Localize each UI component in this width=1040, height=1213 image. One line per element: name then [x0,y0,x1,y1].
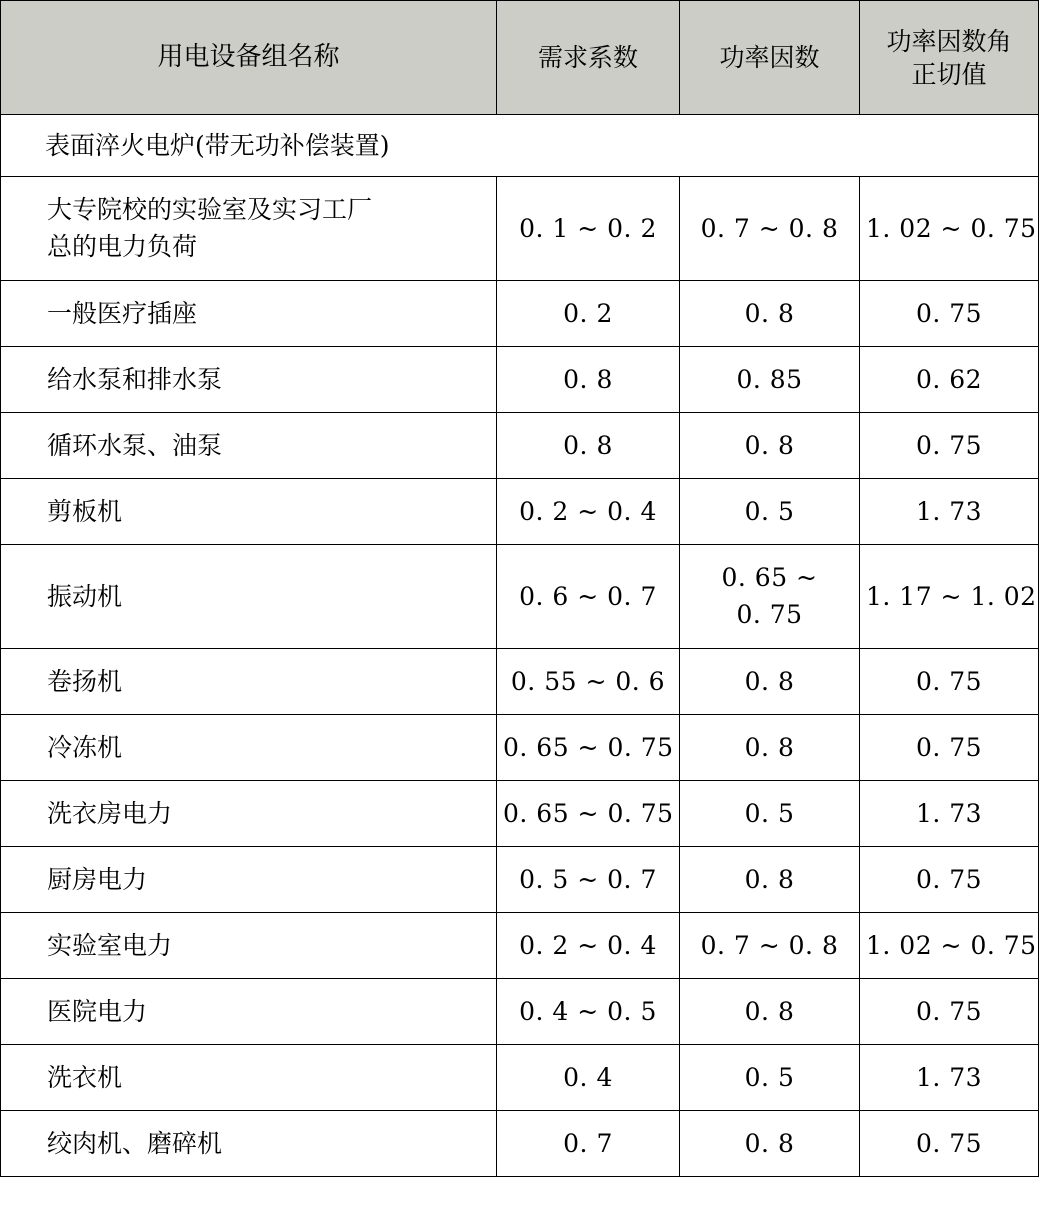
cell-power-factor: 0. 8 [680,649,860,715]
cell-equipment-name: 一般医疗插座 [1,281,497,347]
cell-tangent: 1. 17 ~ 1. 02 [860,545,1039,649]
cell-equipment-name-line2: 总的电力负荷 [47,231,198,261]
cell-power-factor-line1: 0. 65 ~ [721,563,818,593]
table-row [1,545,1039,649]
row-full-width-label: 表面淬火电炉(带无功补偿装置) [1,115,1039,177]
cell-power-factor: 0. 85 [680,347,860,413]
cell-tangent: 0. 75 [860,1111,1039,1177]
cell-demand-factor: 0. 7 [497,1111,680,1177]
cell-demand-factor: 0. 65 ~ 0. 75 [497,715,680,781]
cell-equipment-name: 卷扬机 [1,649,497,715]
cell-tangent: 1. 02 ~ 0. 75 [860,177,1039,281]
table-row [1,715,1039,781]
cell-demand-factor: 0. 2 ~ 0. 4 [497,913,680,979]
cell-power-factor: 0. 8 [680,847,860,913]
cell-equipment-name: 厨房电力 [1,847,497,913]
cell-tangent: 0. 75 [860,847,1039,913]
cell-tangent: 0. 75 [860,281,1039,347]
cell-demand-factor: 0. 8 [497,413,680,479]
cell-equipment-name [1,177,497,281]
table-row [1,1111,1039,1177]
cell-demand-factor: 0. 6 ~ 0. 7 [497,545,680,649]
column-header-power-factor: 功率因数 [680,1,860,115]
cell-power-factor: 0. 7 ~ 0. 8 [680,177,860,281]
cell-demand-factor: 0. 65 ~ 0. 75 [497,781,680,847]
table-header [1,1,1039,115]
table-row [1,115,1039,177]
cell-power-factor: 0. 5 [680,1045,860,1111]
column-header-tangent-line1: 功率因数角 [886,26,1012,56]
cell-demand-factor: 0. 55 ~ 0. 6 [497,649,680,715]
cell-power-factor-line2: 0. 75 [736,599,803,629]
cell-equipment-name: 冷冻机 [1,715,497,781]
cell-power-factor: 0. 8 [680,979,860,1045]
table-row [1,979,1039,1045]
cell-power-factor: 0. 5 [680,781,860,847]
table-row [1,1045,1039,1111]
cell-equipment-name-line1: 大专院校的实验室及实习工厂 [47,195,373,225]
cell-power-factor: 0. 8 [680,281,860,347]
column-header-tangent-line2: 正切值 [911,59,987,89]
cell-equipment-name: 剪板机 [1,479,497,545]
cell-power-factor [680,545,860,649]
table-row [1,913,1039,979]
table-row [1,781,1039,847]
cell-equipment-name: 绞肉机、磨碎机 [1,1111,497,1177]
table-row [1,649,1039,715]
cell-tangent: 0. 75 [860,715,1039,781]
cell-power-factor: 0. 8 [680,413,860,479]
cell-equipment-name: 医院电力 [1,979,497,1045]
cell-power-factor: 0. 7 ~ 0. 8 [680,913,860,979]
table-row [1,347,1039,413]
cell-tangent: 0. 75 [860,979,1039,1045]
cell-tangent: 1. 73 [860,781,1039,847]
table-row [1,413,1039,479]
cell-tangent: 0. 62 [860,347,1039,413]
cell-demand-factor: 0. 2 [497,281,680,347]
cell-equipment-name: 洗衣房电力 [1,781,497,847]
cell-equipment-name: 振动机 [1,545,497,649]
table-row [1,177,1039,281]
cell-tangent: 1. 02 ~ 0. 75 [860,913,1039,979]
table-row [1,281,1039,347]
cell-demand-factor: 0. 1 ~ 0. 2 [497,177,680,281]
cell-tangent: 1. 73 [860,1045,1039,1111]
cell-tangent: 0. 75 [860,413,1039,479]
column-header-equipment-name: 用电设备组名称 [1,1,497,115]
table-row [1,847,1039,913]
cell-equipment-name: 循环水泵、油泵 [1,413,497,479]
cell-demand-factor: 0. 4 ~ 0. 5 [497,979,680,1045]
cell-equipment-name: 给水泵和排水泵 [1,347,497,413]
cell-power-factor: 0. 8 [680,715,860,781]
cell-demand-factor: 0. 5 ~ 0. 7 [497,847,680,913]
cell-power-factor: 0. 5 [680,479,860,545]
cell-power-factor: 0. 8 [680,1111,860,1177]
cell-equipment-name: 实验室电力 [1,913,497,979]
cell-demand-factor: 0. 4 [497,1045,680,1111]
cell-tangent: 1. 73 [860,479,1039,545]
table-header-row [1,1,1039,115]
table-row [1,479,1039,545]
table-body [1,115,1039,1177]
column-header-demand-factor: 需求系数 [497,1,680,115]
cell-demand-factor: 0. 2 ~ 0. 4 [497,479,680,545]
cell-equipment-name: 洗衣机 [1,1045,497,1111]
column-header-tangent [860,1,1039,115]
cell-tangent: 0. 75 [860,649,1039,715]
cell-demand-factor: 0. 8 [497,347,680,413]
